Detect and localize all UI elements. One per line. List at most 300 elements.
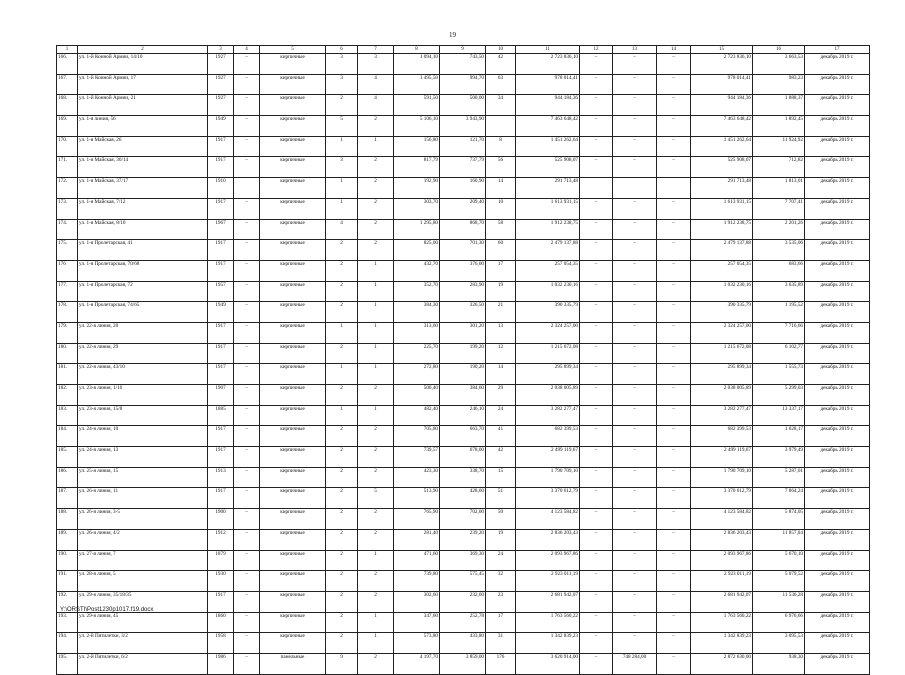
- table-cell: –: [580, 426, 613, 447]
- table-cell: 172.: [57, 178, 78, 199]
- table-cell: 2 038 005,89: [691, 385, 753, 406]
- table-cell: 3: [358, 54, 394, 75]
- table-cell: 192,90: [394, 178, 440, 199]
- table-cell: –: [613, 54, 657, 75]
- table-cell: 3 370 612,79: [516, 488, 580, 509]
- table-cell: 3: [326, 54, 358, 75]
- table-cell: кирпичные: [260, 426, 326, 447]
- table-cell: –: [580, 653, 613, 674]
- table-cell: 58: [486, 219, 516, 240]
- table-cell: 1949: [208, 302, 234, 323]
- table-cell: 1913: [208, 467, 234, 488]
- table-cell: 2 723 836,10: [691, 54, 753, 75]
- table-cell: ул. 1-я Пролетарская, 72: [78, 281, 208, 302]
- table-cell: 301,20: [440, 322, 486, 343]
- table-cell: 2: [326, 95, 358, 116]
- table-cell: 7 716,66: [753, 322, 805, 343]
- table-cell: 195.: [57, 653, 78, 674]
- table-cell: декабрь 2019 г.: [805, 95, 870, 116]
- table-cell: 1 215 672,08: [516, 343, 580, 364]
- table-cell: 2: [326, 529, 358, 550]
- table-cell: 272,80: [394, 364, 440, 385]
- table-cell: кирпичные: [260, 343, 326, 364]
- table-cell: 2 836 203,43: [691, 529, 753, 550]
- table-cell: 1 892,45: [753, 116, 805, 137]
- table-cell: 1: [358, 550, 394, 571]
- table-cell: –: [234, 529, 260, 550]
- table-cell: 166.: [57, 54, 78, 75]
- table-cell: 4: [326, 219, 358, 240]
- table-cell: 156,80: [394, 136, 440, 157]
- table-cell: кирпичные: [260, 405, 326, 426]
- table-cell: 1917: [208, 157, 234, 178]
- table-cell: 1: [358, 281, 394, 302]
- table-cell: –: [234, 364, 260, 385]
- table-cell: кирпичные: [260, 198, 326, 219]
- table-row: [57, 509, 870, 530]
- table-cell: 983,23: [753, 74, 805, 95]
- table-cell: 2: [326, 281, 358, 302]
- table-cell: ул. 1-я Майская, 26: [78, 136, 208, 157]
- table-cell: –: [234, 136, 260, 157]
- table-cell: 291 713,48: [516, 178, 580, 199]
- table-cell: 1917: [208, 426, 234, 447]
- table-cell: 1: [358, 364, 394, 385]
- table-cell: 2 479 137,88: [516, 240, 580, 261]
- table-cell: 246,10: [440, 405, 486, 426]
- table-cell: 190.: [57, 550, 78, 571]
- table-cell: 2: [358, 653, 394, 674]
- table-cell: –: [580, 54, 613, 75]
- table-cell: 42: [486, 54, 516, 75]
- table-cell: 2: [326, 633, 358, 654]
- table-cell: 174.: [57, 219, 78, 240]
- table-cell: 232,60: [440, 591, 486, 612]
- table-cell: декабрь 2019 г.: [805, 509, 870, 530]
- column-header: 16: [753, 46, 805, 54]
- table-row: [57, 364, 870, 385]
- table-cell: 678,00: [440, 447, 486, 468]
- table-cell: 1 613 931,15: [516, 198, 580, 219]
- table-cell: кирпичные: [260, 364, 326, 385]
- table-cell: 1917: [208, 591, 234, 612]
- table-cell: декабрь 2019 г.: [805, 74, 870, 95]
- table-cell: ул. 28-я линия, 5: [78, 571, 208, 592]
- table-cell: 2: [358, 198, 394, 219]
- table-cell: –: [657, 281, 691, 302]
- column-header: 5: [260, 46, 326, 54]
- table-cell: 188.: [57, 509, 78, 530]
- table-cell: декабрь 2019 г.: [805, 447, 870, 468]
- table-cell: 2: [326, 447, 358, 468]
- table-cell: 175.: [57, 240, 78, 261]
- table-cell: 3 859,00: [440, 653, 486, 674]
- table-cell: декабрь 2019 г.: [805, 157, 870, 178]
- table-cell: –: [234, 240, 260, 261]
- table-cell: 1885: [208, 405, 234, 426]
- table-cell: 482,40: [394, 405, 440, 426]
- table-cell: 737,79: [440, 157, 486, 178]
- table-cell: –: [613, 405, 657, 426]
- table-cell: 2: [358, 240, 394, 261]
- table-cell: 2 499 119,67: [691, 447, 753, 468]
- table-cell: 183.: [57, 405, 78, 426]
- table-cell: 525 908,07: [516, 157, 580, 178]
- table-cell: 2: [358, 447, 394, 468]
- table-cell: –: [580, 405, 613, 426]
- table-cell: 257 054,35: [516, 260, 580, 281]
- table-cell: декабрь 2019 г.: [805, 260, 870, 281]
- table-cell: 2: [358, 529, 394, 550]
- table-cell: 192.: [57, 591, 78, 612]
- table-cell: ул. 27-я линия, 7: [78, 550, 208, 571]
- column-header: 7: [358, 46, 394, 54]
- table-cell: –: [580, 95, 613, 116]
- table-cell: –: [580, 447, 613, 468]
- table-cell: 739,80: [394, 571, 440, 592]
- table-cell: 3 095,53: [753, 633, 805, 654]
- table-cell: 2: [326, 260, 358, 281]
- table-cell: 176: [486, 653, 516, 674]
- table-cell: 160,90: [440, 178, 486, 199]
- table-cell: 1986: [208, 653, 234, 674]
- table-cell: 121,70: [440, 136, 486, 157]
- table-cell: 1907: [208, 385, 234, 406]
- table-cell: –: [580, 529, 613, 550]
- table-cell: –: [613, 260, 657, 281]
- table-cell: –: [580, 550, 613, 571]
- table-cell: 2: [326, 488, 358, 509]
- table-cell: 2 681 942,07: [516, 591, 580, 612]
- table-cell: –: [657, 529, 691, 550]
- table-cell: –: [580, 136, 613, 157]
- table-cell: ул. 1-я Майская, 37/17: [78, 178, 208, 199]
- table-cell: 825,00: [394, 240, 440, 261]
- table-cell: кирпичные: [260, 54, 326, 75]
- table-cell: 3 620 914,00: [516, 653, 580, 674]
- table-cell: –: [234, 426, 260, 447]
- table-cell: –: [657, 591, 691, 612]
- table-cell: 573,80: [394, 633, 440, 654]
- table-cell: ул. 22-я линия, 43/10: [78, 364, 208, 385]
- table-cell: декабрь 2019 г.: [805, 240, 870, 261]
- table-cell: 3 635,89: [753, 281, 805, 302]
- column-header: 8: [394, 46, 440, 54]
- table-cell: –: [657, 467, 691, 488]
- table-row: [57, 426, 870, 447]
- table-cell: ул. 1-я Майская, 8/10: [78, 219, 208, 240]
- table-cell: 1927: [208, 54, 234, 75]
- table-cell: –: [657, 426, 691, 447]
- table-cell: 2: [326, 612, 358, 633]
- table-cell: 56: [486, 157, 516, 178]
- table-cell: –: [657, 343, 691, 364]
- table-cell: 2 681 942,07: [691, 591, 753, 612]
- table-cell: 5: [326, 116, 358, 137]
- table-cell: декабрь 2019 г.: [805, 488, 870, 509]
- table-cell: –: [657, 612, 691, 633]
- table-cell: 3 663,53: [753, 54, 805, 75]
- table-cell: –: [657, 260, 691, 281]
- table-cell: 1927: [208, 74, 234, 95]
- table-cell: –: [613, 591, 657, 612]
- table-cell: –: [613, 322, 657, 343]
- table-cell: –: [234, 633, 260, 654]
- table-cell: 5 299,03: [753, 385, 805, 406]
- table-cell: декабрь 2019 г.: [805, 219, 870, 240]
- table-cell: 181.: [57, 364, 78, 385]
- table-cell: 2 836 203,43: [516, 529, 580, 550]
- table-cell: 2: [358, 385, 394, 406]
- table-cell: 1 555,73: [753, 364, 805, 385]
- table-cell: 2: [358, 509, 394, 530]
- table-cell: 1: [358, 302, 394, 323]
- table-cell: –: [580, 385, 613, 406]
- table-cell: 63: [486, 74, 516, 95]
- table-cell: 705,80: [394, 426, 440, 447]
- table-cell: –: [234, 198, 260, 219]
- table-cell: –: [613, 136, 657, 157]
- table-cell: 2: [326, 467, 358, 488]
- table-cell: 2: [326, 426, 358, 447]
- table-row: [57, 157, 870, 178]
- table-cell: декабрь 2019 г.: [805, 364, 870, 385]
- table-cell: 225,70: [394, 343, 440, 364]
- table-cell: 2 479 137,88: [691, 240, 753, 261]
- table-cell: –: [657, 219, 691, 240]
- table-cell: 338,70: [440, 467, 486, 488]
- table-cell: 182.: [57, 385, 78, 406]
- table-cell: 1: [326, 136, 358, 157]
- table-cell: декабрь 2019 г.: [805, 467, 870, 488]
- table-cell: 1949: [208, 116, 234, 137]
- table-cell: 184.: [57, 426, 78, 447]
- table-cell: –: [613, 281, 657, 302]
- table-cell: 14: [486, 178, 516, 199]
- table-cell: 191.: [57, 571, 78, 592]
- table-cell: –: [234, 343, 260, 364]
- column-header: 11: [516, 46, 580, 54]
- table-cell: 3 282 277,47: [691, 405, 753, 426]
- table-cell: кирпичные: [260, 219, 326, 240]
- table-cell: 4: [358, 95, 394, 116]
- table-cell: 712,82: [753, 157, 805, 178]
- table-row: [57, 571, 870, 592]
- table-cell: декабрь 2019 г.: [805, 571, 870, 592]
- table-cell: 168.: [57, 95, 78, 116]
- table-cell: 19: [486, 281, 516, 302]
- table-cell: 739,57: [394, 447, 440, 468]
- table-row: [57, 95, 870, 116]
- table-cell: 209,40: [440, 198, 486, 219]
- table-cell: –: [234, 591, 260, 612]
- table-cell: 3 943,90: [440, 116, 486, 137]
- table-body: [57, 54, 870, 675]
- table-row: [57, 219, 870, 240]
- table-cell: 384,60: [440, 385, 486, 406]
- table-cell: кирпичные: [260, 302, 326, 323]
- table-cell: 179.: [57, 322, 78, 343]
- table-cell: ул. 1-я Майская, 30/14: [78, 157, 208, 178]
- table-cell: 433,80: [440, 633, 486, 654]
- table-cell: декабрь 2019 г.: [805, 322, 870, 343]
- table-cell: 11 530,28: [753, 591, 805, 612]
- table-cell: 2: [358, 426, 394, 447]
- table-cell: –: [234, 157, 260, 178]
- table-cell: –: [234, 116, 260, 137]
- table-cell: кирпичные: [260, 136, 326, 157]
- table-cell: 2 324 257,00: [691, 322, 753, 343]
- table-cell: –: [657, 488, 691, 509]
- table-cell: 7 707,41: [753, 198, 805, 219]
- table-cell: 5: [358, 488, 394, 509]
- table-cell: декабрь 2019 г.: [805, 178, 870, 199]
- table-cell: 1 451 262,64: [516, 136, 580, 157]
- table-cell: 1 451 262,64: [691, 136, 753, 157]
- table-row: [57, 178, 870, 199]
- table-cell: ул. 22-я линия, 20: [78, 322, 208, 343]
- table-cell: –: [580, 571, 613, 592]
- table-cell: 5 079,52: [753, 571, 805, 592]
- table-row: [57, 447, 870, 468]
- table-cell: декабрь 2019 г.: [805, 343, 870, 364]
- table-cell: –: [657, 447, 691, 468]
- table-cell: 23: [486, 591, 516, 612]
- table-cell: –: [580, 322, 613, 343]
- table-cell: 944 184,36: [691, 95, 753, 116]
- table-cell: 1917: [208, 198, 234, 219]
- table-cell: 2: [326, 240, 358, 261]
- table-cell: 2: [358, 157, 394, 178]
- table-cell: кирпичные: [260, 116, 326, 137]
- table-cell: кирпичные: [260, 591, 326, 612]
- table-cell: –: [580, 198, 613, 219]
- table-cell: 326,50: [440, 302, 486, 323]
- table-cell: [657, 178, 691, 199]
- table-cell: кирпичные: [260, 178, 326, 199]
- table-cell: 7 864,24: [753, 488, 805, 509]
- table-cell: ул. 29-я линия, 45: [78, 612, 208, 633]
- table-cell: 1: [358, 633, 394, 654]
- table-cell: 423,30: [394, 467, 440, 488]
- table-cell: декабрь 2019 г.: [805, 302, 870, 323]
- table-cell: 3: [326, 74, 358, 95]
- table-cell: 2: [326, 509, 358, 530]
- table-cell: ул. 23-я линия, 1/16: [78, 385, 208, 406]
- column-header: 13: [613, 46, 657, 54]
- table-cell: –: [580, 467, 613, 488]
- table-cell: ул. 1-я линия, 56: [78, 116, 208, 137]
- table-cell: –: [613, 219, 657, 240]
- table-cell: 17: [486, 612, 516, 633]
- column-header: 4: [234, 46, 260, 54]
- table-cell: 15: [486, 467, 516, 488]
- table-cell: –: [657, 509, 691, 530]
- table-cell: 291 713,48: [691, 178, 753, 199]
- table-cell: –: [580, 488, 613, 509]
- table-cell: кирпичные: [260, 385, 326, 406]
- table-cell: –: [657, 116, 691, 137]
- table-cell: –: [657, 54, 691, 75]
- table-cell: [234, 178, 260, 199]
- table-cell: 1 763 560,22: [691, 612, 753, 633]
- table-cell: 187.: [57, 488, 78, 509]
- table-cell: декабрь 2019 г.: [805, 116, 870, 137]
- table-cell: 7 463 648,42: [691, 116, 753, 137]
- table-cell: –: [613, 488, 657, 509]
- table-cell: 2: [358, 571, 394, 592]
- table-cell: 1958: [208, 633, 234, 654]
- column-header: 6: [326, 46, 358, 54]
- table-row: [57, 74, 870, 95]
- table-cell: –: [234, 467, 260, 488]
- table-cell: 1: [358, 136, 394, 157]
- table-cell: 978 014,41: [516, 74, 580, 95]
- table-cell: [486, 116, 516, 137]
- table-cell: декабрь 2019 г.: [805, 633, 870, 654]
- table-cell: 1917: [208, 240, 234, 261]
- table-cell: 1: [358, 343, 394, 364]
- table-cell: панельные: [260, 653, 326, 674]
- table-cell: 60: [486, 240, 516, 261]
- table-cell: –: [613, 571, 657, 592]
- table-cell: кирпичные: [260, 260, 326, 281]
- table-cell: –: [234, 95, 260, 116]
- table-cell: 3 282 277,47: [516, 405, 580, 426]
- table-cell: –: [613, 509, 657, 530]
- table-cell: –: [580, 74, 613, 95]
- table-cell: 1 912 238,75: [516, 219, 580, 240]
- table-cell: ул. 26-я линия, 11: [78, 488, 208, 509]
- table-cell: 2 093 967,86: [691, 550, 753, 571]
- table-cell: 2: [358, 219, 394, 240]
- table-cell: 748 284,00: [613, 653, 657, 674]
- table-cell: 1 028,17: [753, 426, 805, 447]
- table-cell: 1 912 238,75: [691, 219, 753, 240]
- table-cell: 1 813,01: [753, 178, 805, 199]
- table-cell: 170.: [57, 136, 78, 157]
- table-cell: 176: [57, 260, 78, 281]
- table-cell: [580, 178, 613, 199]
- table-row: [57, 54, 870, 75]
- table-cell: ул. 1-я Пролетарская, 70/68: [78, 260, 208, 281]
- table-cell: 428,60: [440, 488, 486, 509]
- table-cell: –: [613, 343, 657, 364]
- table-cell: –: [657, 322, 691, 343]
- table-cell: 2 923 011,19: [516, 571, 580, 592]
- table-cell: –: [657, 653, 691, 674]
- table-cell: кирпичные: [260, 281, 326, 302]
- table-cell: 682 399,53: [516, 426, 580, 447]
- table-cell: 2 038 005,89: [516, 385, 580, 406]
- table-cell: 1930: [208, 571, 234, 592]
- table-cell: кирпичные: [260, 633, 326, 654]
- table-cell: –: [657, 95, 691, 116]
- table-row: [57, 550, 870, 571]
- table-row: [57, 260, 870, 281]
- table-cell: 24: [486, 550, 516, 571]
- table-cell: 2: [326, 591, 358, 612]
- table-row: [57, 633, 870, 654]
- table-cell: –: [234, 447, 260, 468]
- table-row: [57, 136, 870, 157]
- table-cell: 1: [358, 260, 394, 281]
- table-cell: –: [580, 364, 613, 385]
- table-cell: 199,20: [440, 343, 486, 364]
- column-header: 9: [440, 46, 486, 54]
- table-cell: 2 324 257,00: [516, 322, 580, 343]
- table-cell: –: [234, 612, 260, 633]
